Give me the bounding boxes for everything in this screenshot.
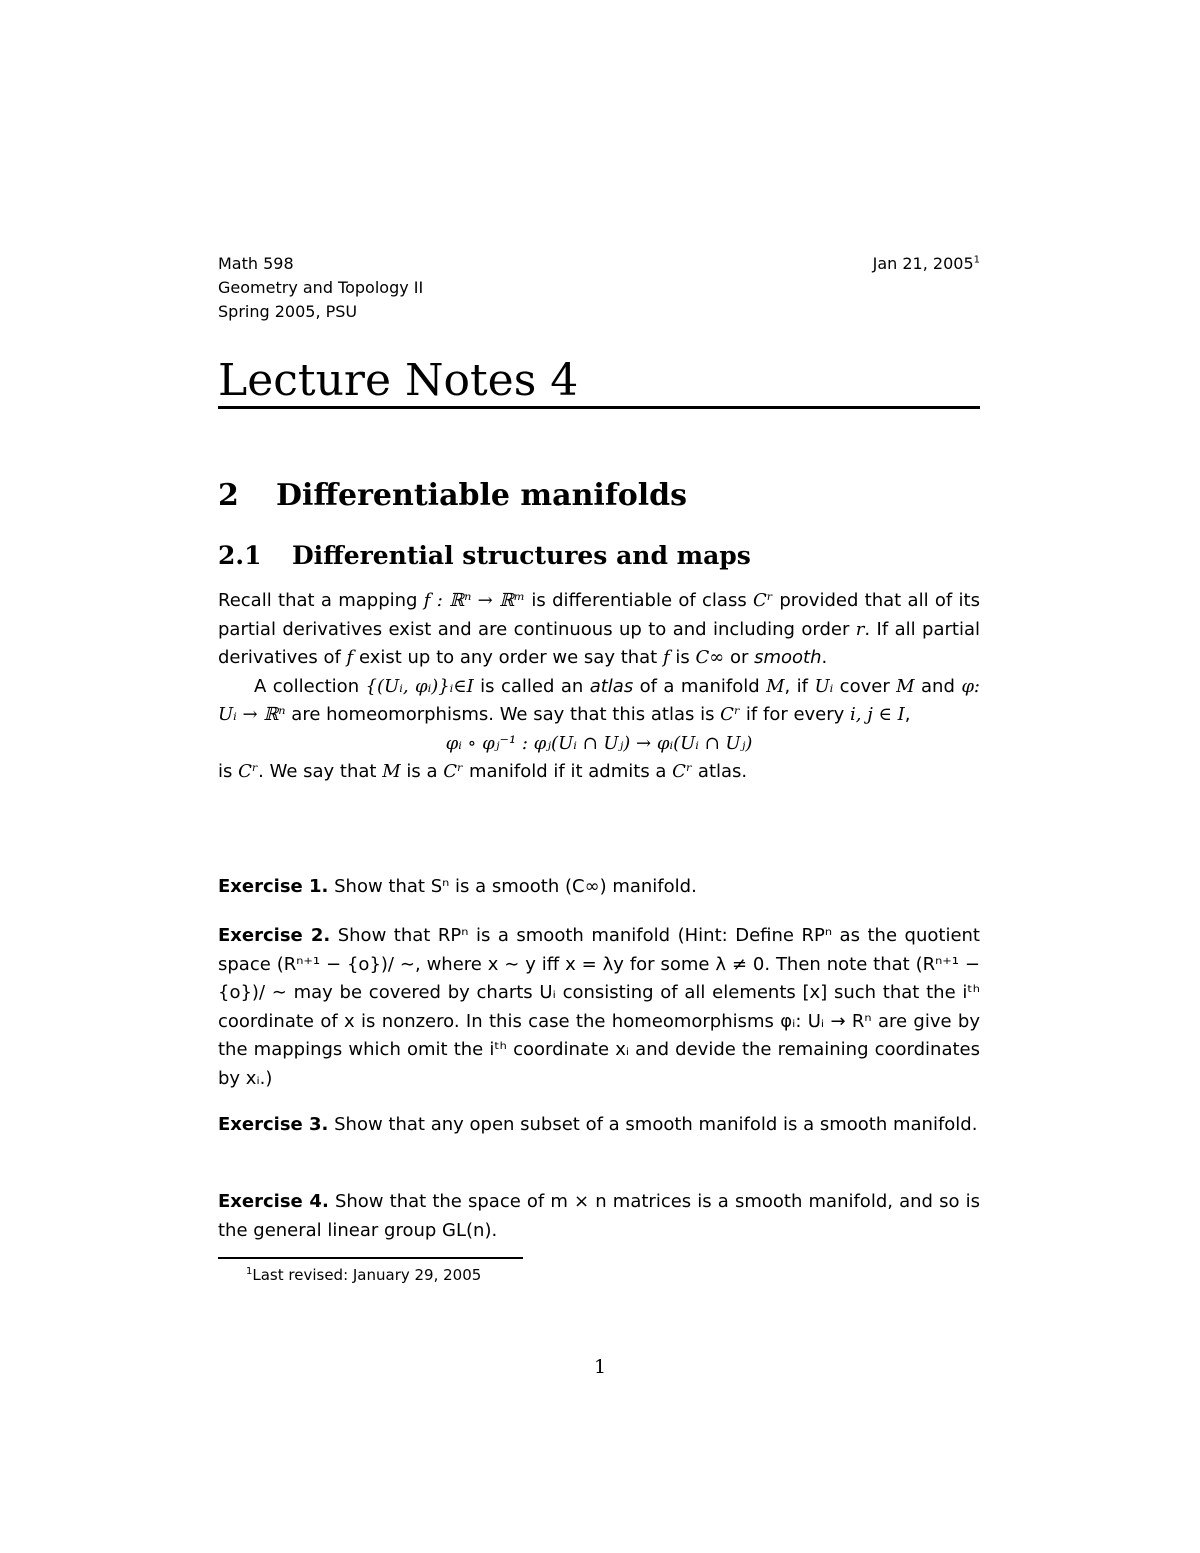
math-c-inf: C∞ (695, 647, 725, 668)
body-text (218, 587, 980, 787)
math-c-r: Cʳ (443, 761, 464, 782)
display-equation (218, 730, 980, 759)
math-c-r: Cʳ (238, 761, 259, 782)
course-number: Math 598 (218, 254, 294, 273)
exercise-1 (218, 873, 980, 902)
text-run: or (724, 647, 755, 668)
math-phi-map: φ: Uᵢ → ℝⁿ (218, 675, 980, 725)
text-run: A collection (254, 675, 366, 697)
exercise-text: Show that the space of m × n matrices is a smooth manifold, and so is the general linear group GL(n). (218, 1191, 980, 1241)
math-u-i: Uᵢ (814, 675, 834, 697)
text-run: , (904, 704, 911, 725)
text-run: is (218, 761, 239, 782)
document-header (218, 252, 980, 324)
emphasis-smooth: smooth (754, 647, 822, 668)
text-run: . (821, 647, 828, 668)
section-heading (218, 474, 687, 518)
lecture-date (873, 252, 980, 276)
emphasis-atlas: atlas (589, 675, 634, 697)
section-number: 2 (218, 478, 239, 513)
paragraph-2 (218, 673, 980, 730)
exercise-label: Exercise 1. (218, 876, 329, 897)
text-run: and (914, 675, 962, 697)
text-run: are homeomorphisms. We say that this atlas is (285, 704, 721, 725)
math-m: M (382, 761, 401, 782)
footnote-rule (218, 1257, 523, 1259)
text-run: provided that all of its partial derivatives exist and are continuous up to and including order (218, 590, 980, 640)
text-run: exist up to any order we say that (353, 647, 663, 668)
math-m: M (896, 675, 915, 697)
exercise-label: Exercise 2. (218, 925, 331, 946)
text-run: manifold if it admits a (463, 761, 673, 782)
text-run: is differentiable of class (525, 590, 754, 611)
text-run: is (669, 647, 696, 668)
math-f: f (346, 647, 354, 668)
exercise-label: Exercise 3. (218, 1114, 329, 1135)
math-f-map: f : ℝⁿ → ℝᵐ (423, 590, 526, 611)
text-run: of a manifold (633, 675, 767, 697)
text-run: cover (833, 675, 897, 697)
text-run: is a (400, 761, 444, 782)
page-number: 1 (593, 1356, 607, 1378)
math-c-r: Cʳ (672, 761, 693, 782)
page-title: Lecture Notes 4 (218, 355, 579, 406)
text-run: is called an (473, 675, 590, 697)
math-r: r (855, 618, 865, 640)
math-m: M (766, 675, 785, 697)
exercise-4 (218, 1188, 980, 1245)
text-run: Recall that a mapping (218, 590, 424, 611)
header-row-1 (218, 252, 980, 276)
exercise-text: Show that any open subset of a smooth manifold is a smooth manifold. (334, 1114, 978, 1135)
exercise-text: Show that Sⁿ is a smooth (C∞) manifold. (334, 876, 697, 897)
math-c-r: Cʳ (753, 590, 774, 611)
exercise-2 (218, 922, 980, 1093)
math-transition-map: φᵢ ∘ φⱼ⁻¹ : φⱼ(Uᵢ ∩ Uⱼ) → φᵢ(Uᵢ ∩ Uⱼ) (445, 732, 753, 754)
date-footnote-mark: 1 (973, 254, 980, 266)
subsection-number: 2.1 (218, 541, 262, 570)
paragraph-3 (218, 758, 980, 787)
math-collection: {(Uᵢ, φᵢ)}ᵢ∈I (365, 675, 474, 697)
paragraph-1 (218, 587, 980, 673)
footnote-mark: 1 (246, 1266, 253, 1277)
text-run: . We say that (258, 761, 383, 782)
footnote-text: Last revised: January 29, 2005 (252, 1266, 482, 1284)
exercise-text: Show that RPⁿ is a smooth manifold (Hint: Define RPⁿ as the quotient space (Rⁿ⁺¹ − {o})/ ∼, where x ∼ y iff x = λy for some λ ≠ 0. Then note that (Rⁿ⁺¹ − {o})/ ∼ may be covered by charts Uᵢ consisting of all elements [x] such that the iᵗʰ coordinate of x is nonzero. In this case the homeomorphisms φᵢ: Uᵢ → Rⁿ are give by the mappings which omit the iᵗʰ coordinate xᵢ and devide the remaining coordinates by xᵢ.) (218, 925, 980, 1089)
exercise-label: Exercise 4. (218, 1191, 329, 1212)
subsection-heading (218, 537, 751, 575)
text-run: . If all partial derivatives of (218, 618, 980, 668)
text-run: , if (784, 675, 815, 697)
footnote (246, 1264, 481, 1286)
subsection-title: Differential structures and maps (292, 541, 751, 570)
math-f: f (662, 647, 670, 668)
text-run: if for every (740, 704, 851, 725)
math-ij: i, j ∈ I (850, 704, 905, 725)
title-rule (218, 406, 980, 409)
text-run: atlas. (692, 761, 748, 782)
section-title: Differentiable manifolds (276, 478, 687, 513)
math-c-r: Cʳ (720, 704, 741, 725)
term: Spring 2005, PSU (218, 302, 358, 321)
exercise-3 (218, 1111, 980, 1140)
date-text: Jan 21, 2005 (872, 254, 974, 273)
course-title: Geometry and Topology II (218, 278, 424, 297)
